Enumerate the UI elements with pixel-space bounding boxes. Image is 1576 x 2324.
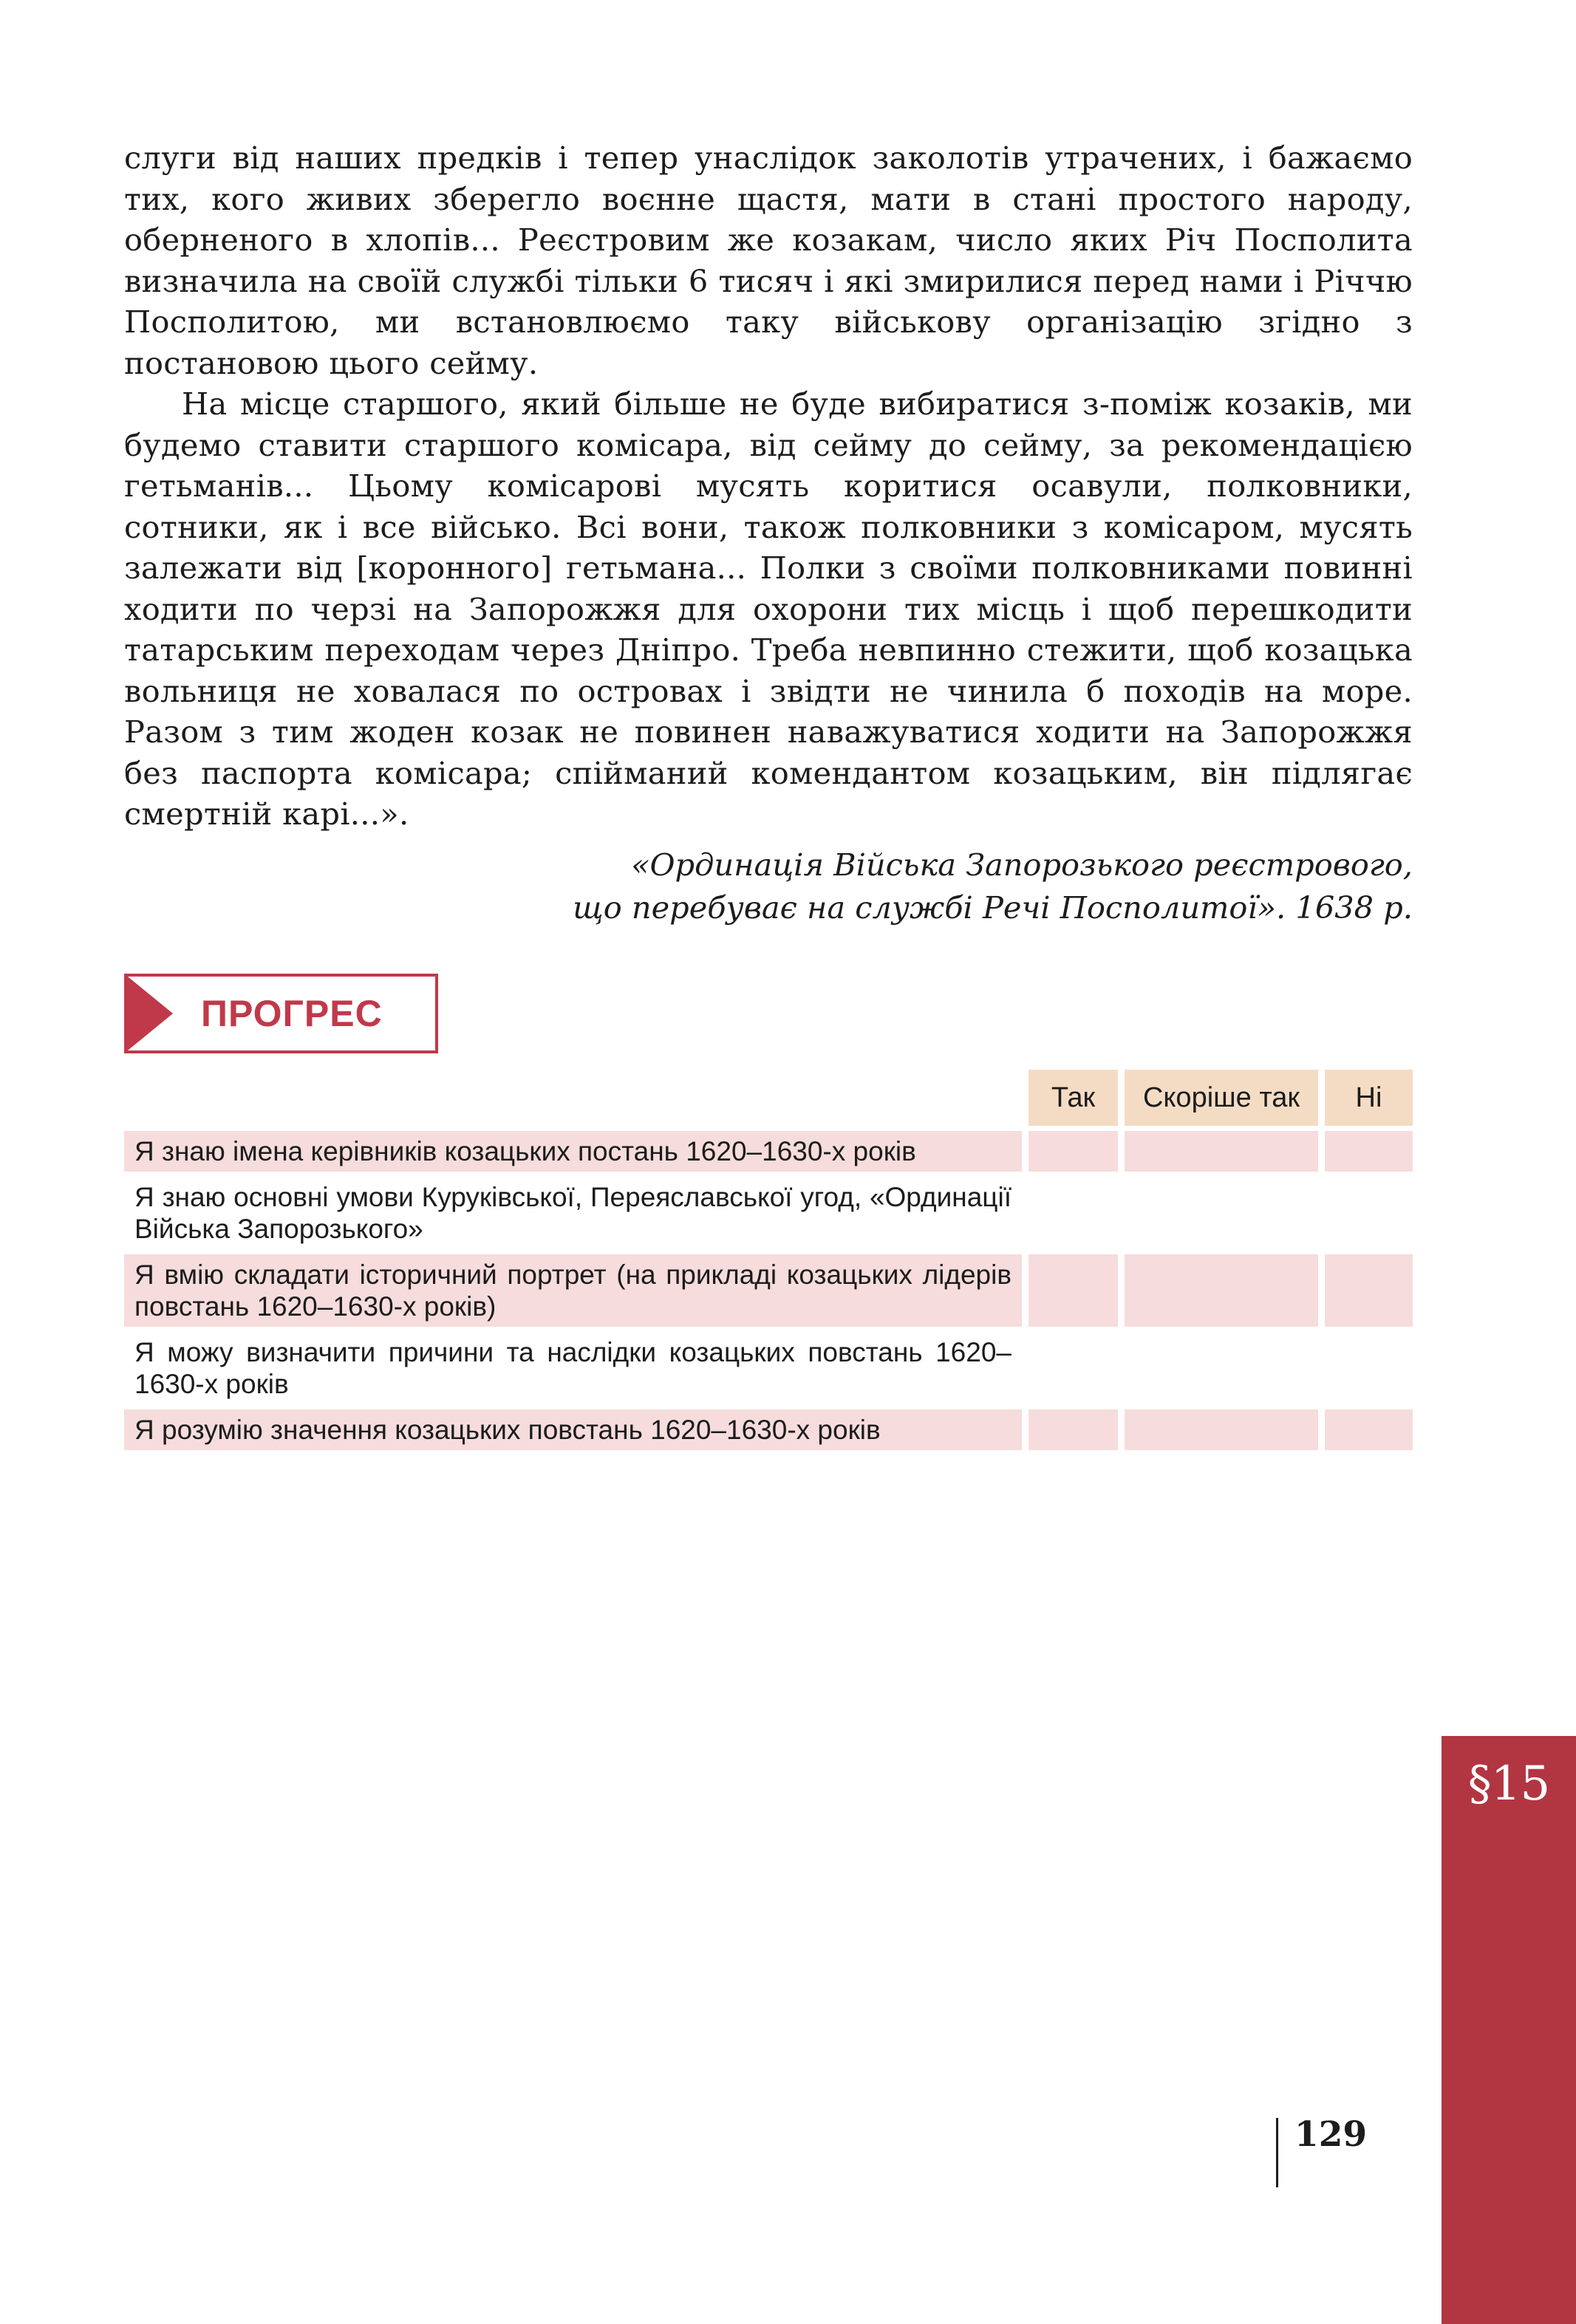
table-row — [124, 1409, 1413, 1450]
answer-cell-yes[interactable] — [1029, 1131, 1118, 1172]
paragraph-1: слуги від наших предків і тепер унаслідок заколотів утрачених, і бажаємо тих, кого живих зберегло воєнне щастя, мати в стані простого народу, оберненого в хлопів... Реєстровим же козакам, число яких Річ Посполита визначила на своїй службі тільки 6 тисяч і які змирилися перед нами і Річчю Посполитою, ми встановлюємо таку військову організацію згідно з постановою цього сейму. — [124, 140, 1413, 381]
statement-cell: Я вмію складати історичний портрет (на прикладі козацьких лідерів повстань 1620–1630-х років) — [124, 1254, 1022, 1327]
progress-title: ПРОГРЕС — [201, 993, 383, 1034]
answer-cell-no[interactable] — [1325, 1409, 1413, 1450]
answer-cell-no[interactable] — [1325, 1332, 1413, 1404]
column-header-yes: Так — [1029, 1070, 1118, 1126]
citation-line-2: що перебуває на службі Речі Посполитої». 1638 р. — [573, 889, 1413, 926]
answer-cell-rather-yes[interactable] — [1125, 1409, 1318, 1450]
answer-cell-rather-yes[interactable] — [1125, 1177, 1318, 1249]
column-header-no: Ні — [1325, 1070, 1413, 1126]
section-number: §15 — [1467, 1757, 1550, 1811]
answer-cell-yes[interactable] — [1029, 1177, 1118, 1249]
answer-cell-yes[interactable] — [1029, 1332, 1118, 1404]
table-row — [124, 1131, 1413, 1172]
arrow-icon — [124, 974, 173, 1053]
table-row — [124, 1254, 1413, 1327]
answer-cell-rather-yes[interactable] — [1125, 1131, 1318, 1172]
page-number-divider — [1276, 2118, 1278, 2187]
table-row — [124, 1332, 1413, 1404]
body-text — [124, 137, 1413, 835]
statement-cell: Я можу визначити причини та наслідки козацьких повстань 1620–1630-х років — [124, 1332, 1022, 1404]
statement-cell: Я знаю основні умови Куруківської, Переяславської угод, «Ординації Війська Запорозького» — [124, 1177, 1022, 1249]
progress-heading — [124, 974, 438, 1053]
progress-table — [124, 1070, 1413, 1455]
section-tab — [1442, 1736, 1576, 2324]
answer-cell-yes[interactable] — [1029, 1409, 1118, 1450]
statement-cell: Я знаю імена керівників козацьких постань 1620–1630-х років — [124, 1131, 1022, 1172]
source-citation — [378, 844, 1413, 929]
answer-cell-yes[interactable] — [1029, 1254, 1118, 1327]
table-header-row — [124, 1070, 1413, 1126]
header-spacer — [124, 1070, 1022, 1126]
table-row — [124, 1177, 1413, 1249]
statement-cell: Я розумію значення козацьких повстань 1620–1630-х років — [124, 1409, 1022, 1450]
column-header-rather-yes: Скоріше так — [1125, 1070, 1318, 1126]
answer-cell-rather-yes[interactable] — [1125, 1254, 1318, 1327]
answer-cell-rather-yes[interactable] — [1125, 1332, 1318, 1404]
page-number: 129 — [1294, 2114, 1368, 2155]
answer-cell-no[interactable] — [1325, 1177, 1413, 1249]
answer-cell-no[interactable] — [1325, 1254, 1413, 1327]
paragraph-2: На місце старшого, який більше не буде вибиратися з-поміж козаків, ми будемо ставити старшого комісара, від сейму до сейму, за рекомендацією гетьманів... Цьому комісарові мусять коритися осавули, полковники, сотники, як і все військо. Всі вони, також полковники з комісаром, мусять залежати від [коронного] гетьмана... Полки з своїми полковниками повинні ходити по черзі на Запорожжя для охорони тих місць і щоб перешкодити татарським переходам через Дніпро. Треба невпинно стежити, щоб козацька вольниця не ховалася по островах і звідти не чинила б походів на море. Разом з тим жоден козак не повинен наважуватися ходити на Запорожжя без паспорта комісара; спійманий комендантом козацьким, він підлягає смертній карі...». — [124, 386, 1413, 832]
citation-line-1: «Ординація Війська Запорозького реєстрового, — [631, 847, 1413, 883]
answer-cell-no[interactable] — [1325, 1131, 1413, 1172]
